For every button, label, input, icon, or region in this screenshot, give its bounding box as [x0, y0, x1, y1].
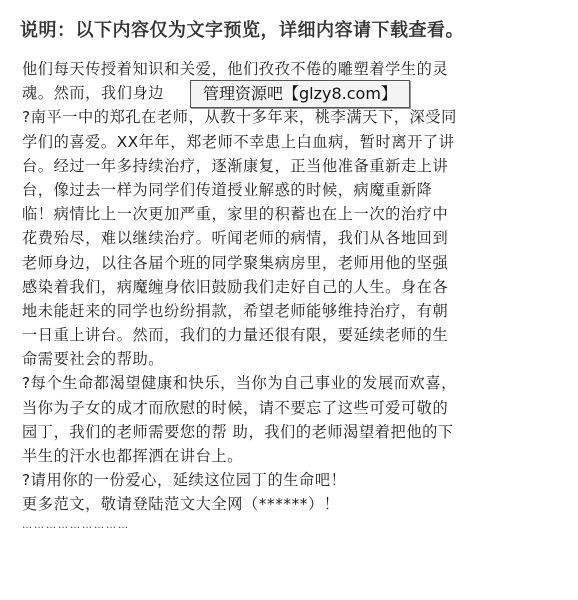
text-line: ?南平一中的郑孔在老师，从教十多年来，桃李满天下，深受同 [22, 108, 457, 127]
text-line: 园丁，我们的老师需要您的帮 助，我们的老师渴望着把他的下 [22, 422, 454, 441]
text-line: 半生的汗水也都挥洒在讲台上。 [22, 447, 244, 465]
text-line: 感染着我们，病魔缠身依旧鼓励我们走好自己的人生。身在各 [22, 277, 449, 296]
text-line: ?请用你的一份爱心，延续这位园丁的生命吧！ [22, 471, 347, 490]
text-line: 台。经过一年多持续治疗，逐渐康复，正当他准备重新走上讲 [22, 156, 449, 175]
site-watermark-banner: 管理资源吧【glzy8.com】 [190, 80, 410, 108]
text-line: 花费殆尽，难以继续治疗。听闻老师的病情，我们从各地回到 [22, 229, 449, 248]
preview-notice: 说明：以下内容仅为文字预览，详细内容请下载查看。 [20, 20, 464, 41]
text-line: 临！病情比上一次更加严重，家里的积蓄也在上一次的治疗中 [22, 205, 449, 224]
text-line: 魂。然而，我们身边 [22, 84, 165, 103]
text-line: 地未能赶来的同学也纷纷捐款，希望老师能够维持治疗，有朝 [22, 301, 449, 320]
text-line: 他们每天传授着知识和关爱，他们孜孜不倦的雕塑着学生的灵 [22, 60, 449, 78]
text-line: 老师身边，以往各届个班的同学聚集病房里，老师用他的坚强 [22, 253, 449, 272]
text-line: 一日重上讲台。然而，我们的力量还很有限，要延续老师的生 [22, 326, 449, 345]
text-line: 当你为子女的成才而欣慰的时候，请不要忘了这些可爱可敬的 [22, 398, 449, 417]
text-line: ?每个生命都渴望健康和快乐，当你为自己事业的发展而欢喜， [22, 374, 457, 393]
document-body [22, 57, 558, 535]
trailing-dots: ……………………… [22, 519, 130, 531]
text-line: 台，像过去一样为同学们传道授业解惑的时候，病魔重新降 [22, 180, 433, 199]
text-line: 学们的喜爱。XX年年，郑老师不幸患上白血病，暂时离开了讲 [22, 132, 455, 151]
text-line: 更多范文，敬请登陆范文大全网（******）！ [22, 495, 340, 514]
text-line: 命需要社会的帮助。 [22, 350, 165, 369]
